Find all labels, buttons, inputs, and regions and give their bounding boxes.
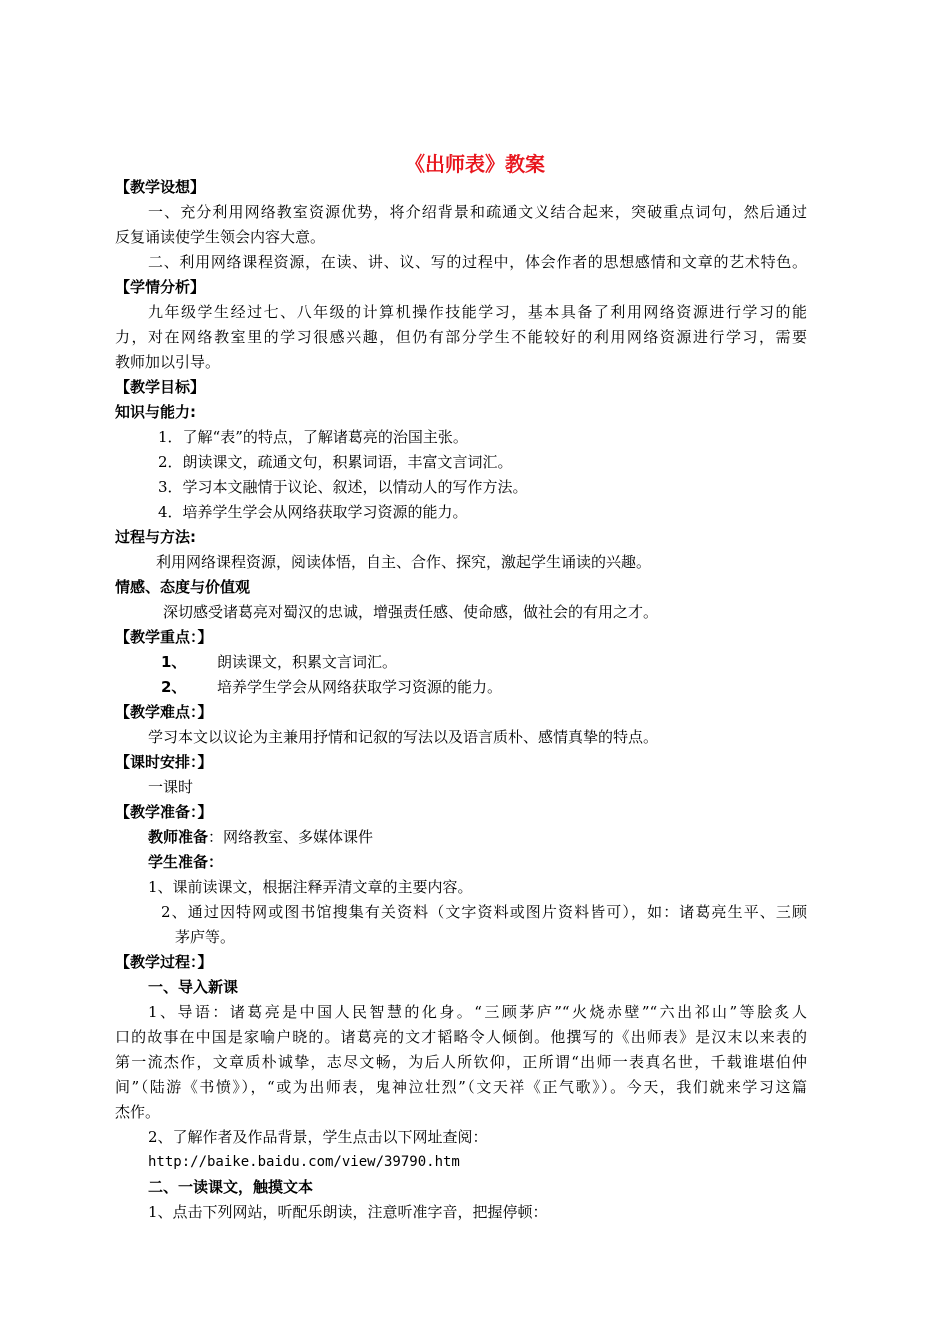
step-2-item-1: 1、点击下列网站，听配乐朗读，注意听准字音，把握停顿： <box>148 1203 548 1221</box>
section-heading-analysis: 【学情分析】 <box>115 278 206 296</box>
design-paragraph-1-line-2: 反复诵读使学生领会内容大意。 <box>115 228 326 246</box>
step-2-heading: 二、一读课文，触摸文本 <box>148 1178 314 1196</box>
section-heading-preparation: 【教学准备：】 <box>115 803 213 821</box>
intro-line-4: 间”（陆游《书愤》），“或为出师表，鬼神泣壮烈”（文天祥《正气歌》）。今天，我们就来学习这篇 <box>115 1078 807 1096</box>
emotion-text: 深切感受诸葛亮对蜀汉的忠诚，增强责任感、使命感，做社会的有用之才。 <box>163 603 659 621</box>
intro-line-1: 1、导语：诸葛亮是中国人民智慧的化身。“三顾茅庐”“火烧赤壁”“六出祁山”等脍炙人 <box>148 1003 807 1021</box>
difficulty-text: 学习本文以议论为主兼用抒情和记叙的写法以及语言质朴、感情真挚的特点。 <box>148 728 659 746</box>
knowledge-item-4: 4．培养学生学会从网络获取学习资源的能力。 <box>158 503 468 521</box>
analysis-line-2: 力，对在网络教室里的学习很感兴趣，但仍有部分学生不能较好的利用网络资源进行学习，需要 <box>115 328 807 346</box>
section-heading-goals: 【教学目标】 <box>115 378 206 396</box>
knowledge-item-1: 1．了解“表”的特点，了解诸葛亮的治国主张。 <box>158 428 468 446</box>
step-1-heading: 一、导入新课 <box>148 978 239 996</box>
student-preparation-item-2-line-2: 茅庐等。 <box>175 928 236 946</box>
section-heading-difficulty: 【教学难点：】 <box>115 703 213 721</box>
design-paragraph-1-line-1: 一、充分利用网络教室资源优势，将介绍背景和疏通文义结合起来，突破重点词句，然后通过 <box>148 203 807 221</box>
section-heading-schedule: 【课时安排：】 <box>115 753 213 771</box>
teacher-preparation: 教师准备：网络教室、多媒体课件 <box>148 828 374 846</box>
student-preparation-item-2-line-1: 2、通过因特网或图书馆搜集有关资料（文字资料或图片资料皆可），如：诸葛亮生平、三顾 <box>161 903 807 921</box>
key-point-1: 1、 朗读课文，积累文言词汇。 <box>161 653 398 671</box>
analysis-line-1: 九年级学生经过七、八年级的计算机操作技能学习，基本具备了利用网络资源进行学习的能 <box>148 303 807 321</box>
reference-url-link[interactable]: http://baike.baidu.com/view/39790.htm <box>148 1154 460 1170</box>
student-preparation-item-1: 1、课前读课文，根据注释弄清文章的主要内容。 <box>148 878 473 896</box>
student-preparation-heading: 学生准备： <box>148 853 224 871</box>
process-method-heading: 过程与方法: <box>115 528 196 546</box>
page-title: 《出师表》教案 <box>405 152 545 176</box>
knowledge-item-2: 2．朗读课文，疏通文句，积累词语，丰富文言词汇。 <box>158 453 513 471</box>
intro-line-3: 第一流杰作，文章质朴诚挚，志尽文畅，为后人所钦仰，正所谓“出师一表真名世，千载谁堪伯仲 <box>115 1053 807 1071</box>
emotion-heading: 情感、态度与价值观 <box>115 578 251 596</box>
section-heading-process: 【教学过程：】 <box>115 953 213 971</box>
knowledge-item-3: 3．学习本文融情于议论、叙述，以情动人的写作方法。 <box>158 478 528 496</box>
process-method-text: 利用网络课程资源，阅读体悟，自主、合作、探究，激起学生诵读的兴趣。 <box>156 553 652 571</box>
schedule-text: 一课时 <box>148 778 194 796</box>
knowledge-heading: 知识与能力: <box>115 403 196 421</box>
analysis-line-3: 教师加以引导。 <box>115 353 221 371</box>
intro-line-2: 口的故事在中国是家喻户晓的。诸葛亮的文才韬略令人倾倒。他撰写的《出师表》是汉末以来表的 <box>115 1028 807 1046</box>
design-paragraph-2: 二、利用网络课程资源，在读、讲、议、写的过程中，体会作者的思想感情和文章的艺术特色。 <box>148 253 807 271</box>
intro-line-5: 杰作。 <box>115 1103 161 1121</box>
section-heading-key-points: 【教学重点：】 <box>115 628 213 646</box>
section-heading-design: 【教学设想】 <box>115 178 206 196</box>
key-point-2: 2、 培养学生学会从网络获取学习资源的能力。 <box>161 678 503 696</box>
background-instruction: 2、了解作者及作品背景，学生点击以下网址查阅： <box>148 1128 488 1146</box>
